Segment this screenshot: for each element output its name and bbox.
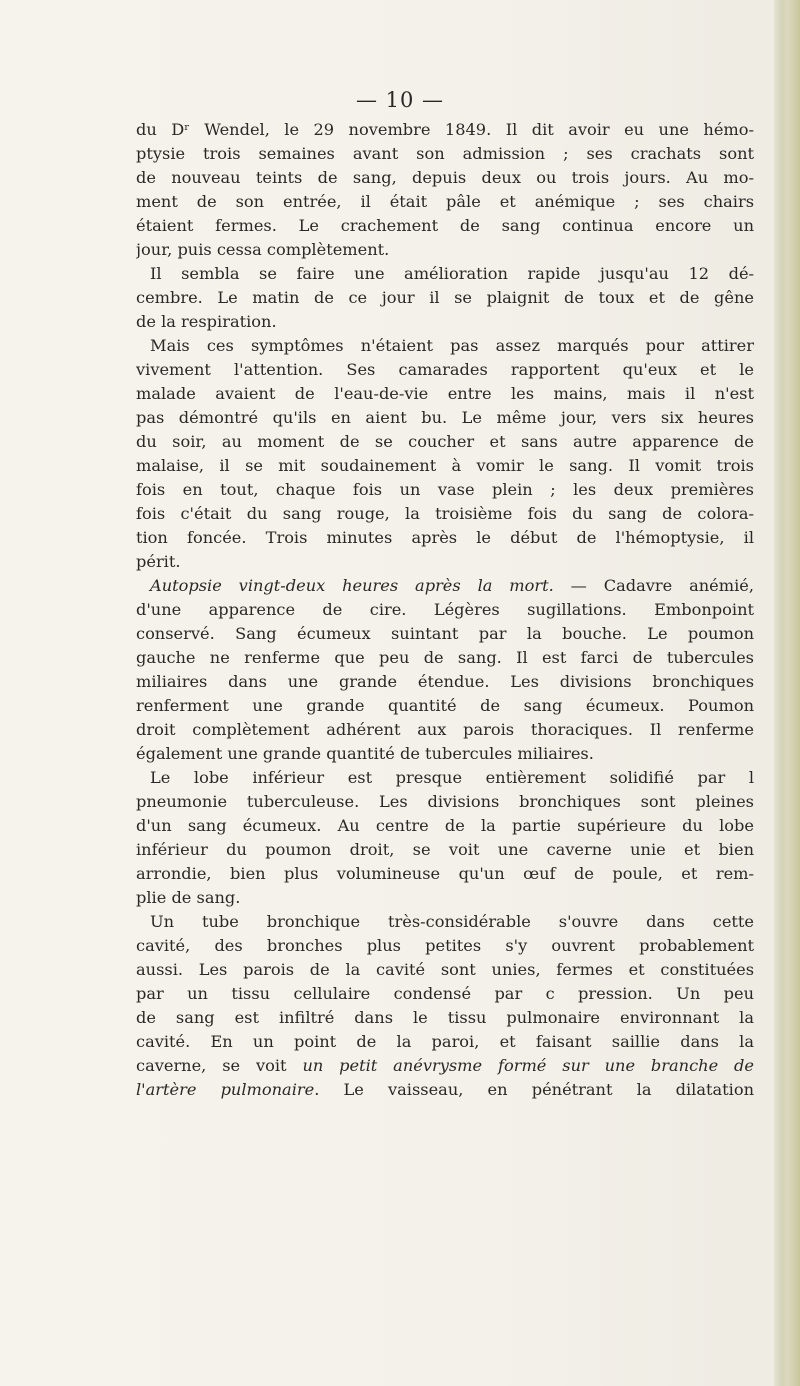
text-line: cavité. En un point de la paroi, et faisant saillie dans la — [136, 1032, 754, 1051]
text-line: du soir, au moment de se coucher et sans autre apparence de — [136, 432, 754, 451]
text-line: renferment une grande quantité de sang écumeux. Poumon — [136, 696, 754, 715]
text-line: Il sembla se faire une amélioration rapide jusqu'au 12 dé- — [150, 264, 754, 283]
italic-run: un petit anévrysme formé sur une branche de — [302, 1056, 754, 1075]
text-line: arrondie, bien plus volumineuse qu'un œuf de poule, et rem- — [136, 864, 754, 883]
text-run: . Le vaisseau, en pénétrant la dilatation — [314, 1080, 754, 1099]
text-line: tion foncée. Trois minutes après le début de l'hémoptysie, il — [136, 528, 754, 547]
body-text — [136, 118, 754, 1102]
text-line: par un tissu cellulaire condensé par c pression. Un peu — [136, 984, 754, 1003]
text-line: malade avaient de l'eau-de-vie entre les mains, mais il n'est — [136, 384, 754, 403]
text-line: pas démontré qu'ils en aient bu. Le même jour, vers six heures — [136, 408, 754, 427]
text-line: Mais ces symptômes n'étaient pas assez marqués pour attirer — [150, 336, 754, 355]
text-line: pneumonie tuberculeuse. Les divisions bronchiques sont pleines — [136, 792, 754, 811]
text-line — [136, 1054, 754, 1078]
text-line: étaient fermes. Le crachement de sang continua encore un — [136, 216, 754, 235]
page-edge — [774, 0, 800, 1386]
text-line: aussi. Les parois de la cavité sont unies, fermes et constituées — [136, 960, 754, 979]
text-line: vivement l'attention. Ses camarades rapportent qu'eux et le — [136, 360, 754, 379]
text-line: plie de sang. — [136, 888, 241, 907]
text-line: cavité, des bronches plus petites s'y ouvrent probablement — [136, 936, 754, 955]
text-line: fois c'était du sang rouge, la troisième fois du sang de colora- — [136, 504, 754, 523]
text-line: fois en tout, chaque fois un vase plein ; les deux premières — [136, 480, 754, 499]
text-line — [136, 1078, 754, 1102]
page-number: — 10 — — [355, 88, 445, 112]
text-line: de nouveau teints de sang, depuis deux ou trois jours. Au mo- — [136, 168, 754, 187]
text-run: caverne, se voit — [136, 1056, 303, 1075]
text-line: conservé. Sang écumeux suintant par la bouche. Le poumon — [136, 624, 754, 643]
italic-run: l'artère pulmonaire — [136, 1080, 315, 1099]
text-line: Le lobe inférieur est presque entièrement solidifié par l — [150, 768, 754, 787]
text-line: ment de son entrée, il était pâle et anémique ; ses chairs — [136, 192, 754, 211]
text-line: droit complètement adhérent aux parois thoraciques. Il renferme — [136, 720, 754, 739]
text-line: cembre. Le matin de ce jour il se plaignit de toux et de gêne — [136, 288, 754, 307]
text-line: jour, puis cessa complètement. — [136, 240, 390, 259]
text-line: Un tube bronchique très-considérable s'ouvre dans cette — [150, 912, 754, 931]
text-line: périt. — [136, 552, 181, 571]
text-line: du Dʳ Wendel, le 29 novembre 1849. Il dit avoir eu une hémo- — [136, 120, 754, 139]
text-line: de la respiration. — [136, 312, 277, 331]
text-line: malaise, il se mit soudainement à vomir le sang. Il vomit trois — [136, 456, 754, 475]
text-line: inférieur du poumon droit, se voit une caverne unie et bien — [136, 840, 754, 859]
text-line: également une grande quantité de tubercules miliaires. — [136, 744, 594, 763]
text-line: d'une apparence de cire. Légères sugillations. Embonpoint — [136, 600, 754, 619]
text-line: miliaires dans une grande étendue. Les divisions bronchiques — [136, 672, 754, 691]
text-line: gauche ne renferme que peu de sang. Il est farci de tubercules — [136, 648, 754, 667]
text-line — [136, 574, 754, 598]
text-line: d'un sang écumeux. Au centre de la partie supérieure du lobe — [136, 816, 754, 835]
italic-run: Autopsie vingt-deux heures après la mort. — [150, 576, 554, 595]
text-line: de sang est infiltré dans le tissu pulmonaire environnant la — [136, 1008, 754, 1027]
text-line: ptysie trois semaines avant son admission ; ses crachats sont — [136, 144, 754, 163]
text-run: — Cadavre anémié, — [553, 576, 754, 595]
